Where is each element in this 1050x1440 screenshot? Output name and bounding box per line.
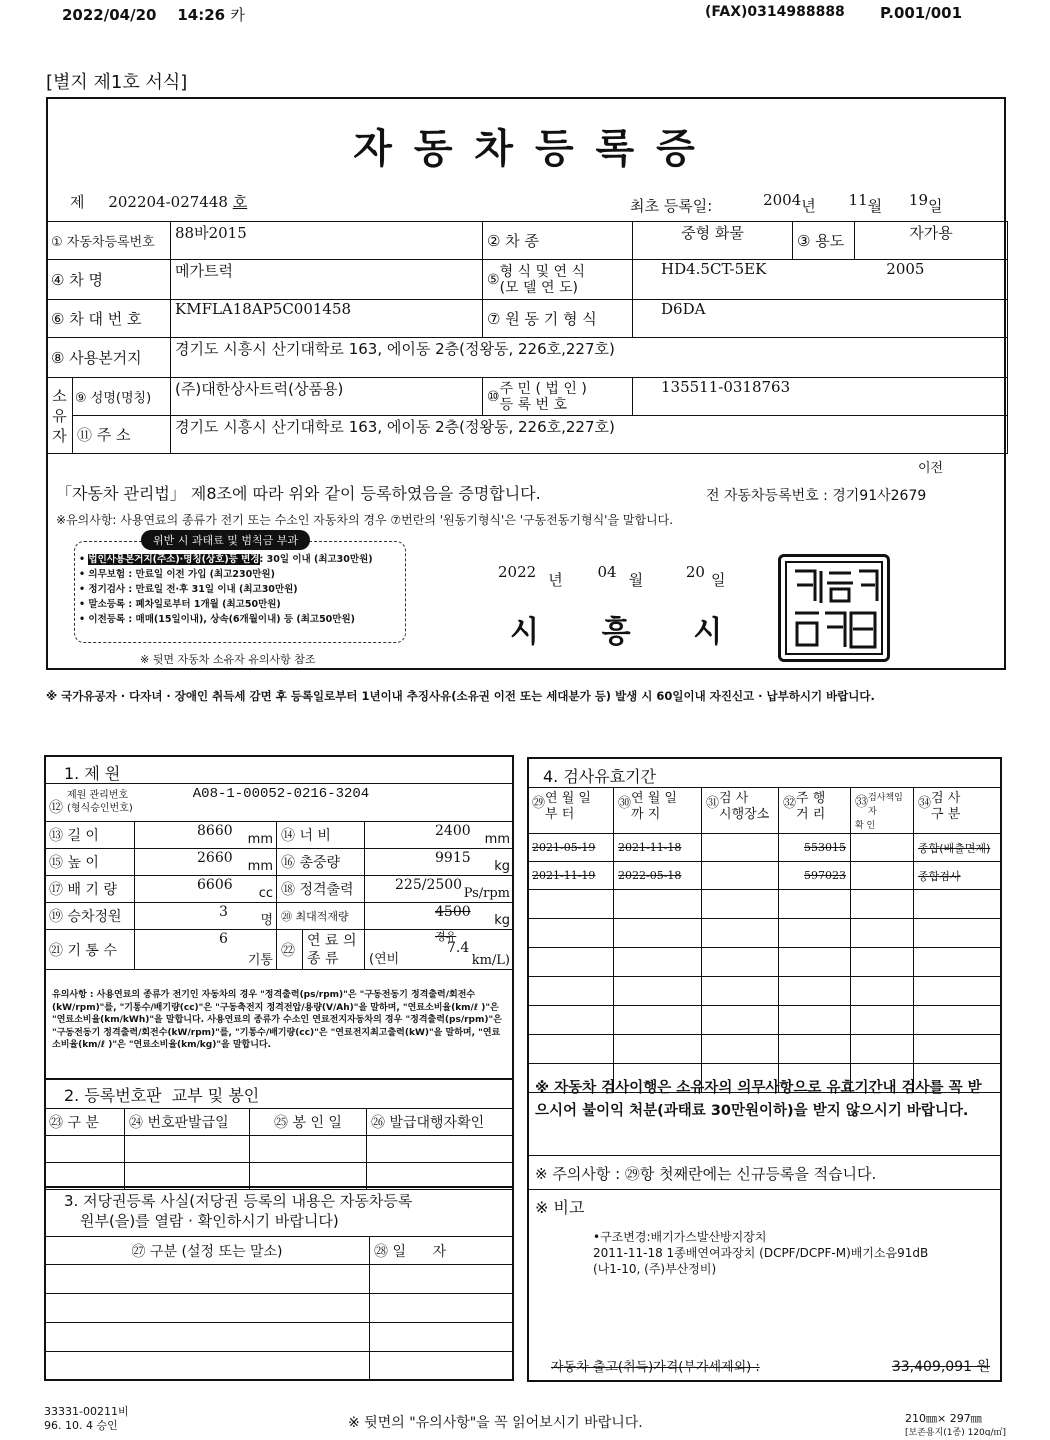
spec-value: 9915 kg	[365, 849, 514, 876]
inspection-box	[527, 757, 1002, 1382]
table-row	[45, 1136, 514, 1163]
inspection-mileage: 597023	[779, 862, 851, 890]
inspection-to: 2021-11-18	[614, 834, 702, 862]
certificate-box	[46, 97, 1006, 670]
spec-label: ⑰ 배 기 량	[45, 876, 135, 903]
registration-table	[46, 221, 1008, 454]
page-title: 자 동 차 등 록 증	[353, 126, 699, 172]
inspection-header: ㉛ 검 사 시행장소	[702, 788, 779, 834]
inspection-kind: 종합(배출면제)	[914, 834, 1002, 862]
reg-no-value: 88바2015	[171, 222, 483, 260]
inspection-kind: 종합검사	[914, 862, 1002, 890]
fuel-caution: ※유의사항: 사용연료의 종류가 전기 또는 수소인 자동차의 경우 ⑦번란의 '원동기형식'은 '구동전동기형식'을 말합니다.	[56, 513, 674, 527]
paper-size: 210㎜× 297㎜ [보존용지(1종) 120g/㎡]	[905, 1412, 1007, 1436]
spec-label: ⑲ 승차정원	[45, 903, 135, 930]
inspection-to: 2022-05-18	[614, 862, 702, 890]
id-value: 135511-0318763	[633, 378, 1008, 416]
use-label: ③ 용도	[793, 222, 855, 260]
transfer-mark: 이전	[918, 461, 944, 476]
previous-registration-number: 전 자동차등록번호 : 경기91사2679	[706, 488, 927, 504]
owner-name-label: ⑨ 성명(명칭)	[73, 378, 171, 416]
cylinder-value: 6 기통	[135, 930, 277, 970]
type-label: ② 차 종	[483, 222, 633, 260]
table-row	[45, 1294, 514, 1323]
reg-no-label: ① 자동차등록번호	[47, 222, 171, 260]
issue-date: 2022 년 04 월 20 일	[498, 563, 726, 589]
first-registration: 최초 등록일: 2004년 11월 19일	[630, 191, 943, 215]
specs-title: 1. 제 원	[64, 764, 121, 783]
plate-header: ㉓ 구 분	[45, 1109, 125, 1136]
use-value: 자가용	[855, 222, 1008, 260]
plate-header: ㉔ 번호판발급일	[125, 1109, 250, 1136]
remarks-list	[593, 1229, 928, 1277]
spec-row	[45, 903, 514, 930]
owner-address-label: ⑪ 주 소	[73, 416, 171, 454]
inspection-row	[528, 977, 1002, 1006]
remark-line: (나1-10, (주)부산정비)	[593, 1262, 717, 1276]
inspection-header: ㉚ 연 월 일 까 지	[614, 788, 702, 834]
model-label: ⑤ 형 식 및 연 식 (모 델 연 도)	[483, 260, 633, 300]
fuel-label: 연 료 의 종 류	[303, 930, 365, 970]
mgmt-value: A08-1-00052-0216-3204	[192, 785, 370, 802]
divider	[527, 1189, 1002, 1190]
penalty-item: • 법인사용본거지(주소)·명칭(상호)등 변경: 30일 이내 (최고30만원)	[79, 554, 373, 565]
inspection-row	[528, 862, 1002, 890]
lien-table	[44, 1236, 514, 1381]
fax-page: P.001/001	[880, 4, 963, 22]
spec-label: ⑮ 높 이	[45, 849, 135, 876]
inspection-inspector	[851, 834, 914, 862]
issuer-name: 시 흥 시	[510, 615, 723, 650]
seal-icon	[781, 557, 887, 659]
spec-value: 2400 mm	[365, 822, 514, 849]
mgmt-label: 제원 관리번호 (형식승인번호)	[67, 789, 133, 814]
spec-label: ⑯ 총중량	[277, 849, 365, 876]
spec-value: 8660 mm	[135, 822, 277, 849]
base-value: 경기도 시흥시 산기대학로 163, 에이동 2층(정왕동, 226호,227호)	[171, 338, 1008, 378]
spec-value: 3 명	[135, 903, 277, 930]
plate-table	[44, 1108, 514, 1190]
form-label: [별지 제1호 서식]	[46, 72, 188, 93]
penalty-item: • 말소등록 : 폐차일로부터 1개월 (최고50만원)	[79, 599, 281, 610]
owner-group-label: 소유자	[47, 378, 73, 454]
inspection-row	[528, 890, 1002, 919]
spec-label: ⑭ 너 비	[277, 822, 365, 849]
lien-header: ㉗ 구분 (설정 또는 말소)	[45, 1237, 370, 1265]
penalty-list	[79, 552, 373, 627]
inspection-from: 2021-05-19	[528, 834, 614, 862]
owner-name-value: (주)대한상사트럭(상품용)	[171, 378, 483, 416]
spec-label: ⑳ 최대적재량	[277, 903, 365, 930]
fuel-value: 경유 (연비 7.4 km/L)	[365, 930, 514, 970]
inspection-row	[528, 919, 1002, 948]
lien-header: ㉘ 일 자	[370, 1237, 514, 1265]
penalty-item: • 이전등록 : 매매(15일이내), 상속(6개월이내) 등 (최고50만원)	[79, 614, 355, 625]
vin-label: ⑥ 차 대 번 호	[47, 300, 171, 338]
inspection-row	[528, 948, 1002, 977]
fuel-number: ㉒	[277, 930, 303, 970]
spec-row	[45, 876, 514, 903]
penalty-item: • 의무보험 : 만료일 이전 가입 (최고230만원)	[79, 569, 275, 580]
id-label: ⑩ 주 민 ( 법 인 ) 등 록 번 호	[483, 378, 633, 416]
plate-header: ㉕ 봉 인 일	[250, 1109, 367, 1136]
penalty-title: 위반 시 과태료 및 범칙금 부과	[141, 530, 310, 550]
penalty-box	[74, 534, 406, 643]
engine-value: D6DA	[633, 300, 1008, 338]
inspection-caution: ※ 주의사항 : ㉙항 첫째란에는 신규등록을 적습니다.	[535, 1165, 877, 1183]
inspection-place	[702, 862, 779, 890]
remarks-title: ※ 비고	[535, 1198, 585, 1217]
specs-box	[44, 755, 514, 1080]
form-code: 33331-00211비 96. 10. 4 승인	[44, 1405, 129, 1432]
spec-label: ⑬ 길 이	[45, 822, 135, 849]
specs-table	[44, 783, 514, 970]
lien-box	[44, 1186, 514, 1381]
cert-number: 제 202204-027448 호	[70, 193, 248, 211]
inspection-place	[702, 834, 779, 862]
spec-row	[45, 822, 514, 849]
inspection-row	[528, 834, 1002, 862]
inspection-header: ㉙ 연 월 일 부 터	[528, 788, 614, 834]
table-row	[45, 1323, 514, 1352]
remark-line: 2011-11-18 1종배연여과장치 (DCPF/DCPF-M)배기소음91dB	[593, 1246, 929, 1260]
price-value: 33,409,091 원	[891, 1359, 990, 1375]
fax-date: 2022/04/20 14:26 카	[62, 6, 245, 24]
spec-label: ⑱ 정격출력	[277, 876, 365, 903]
owner-address-value: 경기도 시흥시 산기대학로 163, 에이동 2층(정왕동, 226호,227호)	[171, 416, 1008, 454]
inspection-mileage: 553015	[779, 834, 851, 862]
fax-number: (FAX)0314988888	[705, 4, 845, 20]
inspection-title: 4. 검사유효기간	[543, 767, 657, 786]
table-row	[45, 1265, 514, 1294]
vin-value: KMFLA18AP5C001458	[171, 300, 483, 338]
spec-value: 2660 mm	[135, 849, 277, 876]
inspection-from: 2021-11-19	[528, 862, 614, 890]
cylinder-label: ㉑ 기 통 수	[45, 930, 135, 970]
remark-line: •구조변경:배기가스발산방지장치	[593, 1230, 767, 1244]
price-label: 자동차 출고(취득)가격(부가세제외) :	[551, 1360, 760, 1375]
model-value: HD4.5CT-5EK 2005	[633, 260, 1008, 300]
plate-header: ㉖ 발급대행자확인	[367, 1109, 514, 1136]
base-label: ⑧ 사용본거지	[47, 338, 171, 378]
specs-note: 유의사항 : 사용연료의 종류가 전기인 자동차의 경우 "정격출력(ps/rpm)"은 "구동전동기 정격출력/회전수(kW/rpm)"를, "기통수/배기량(cc)"은 "구동축전지 정격전압/용량(V/Ah)"을 말하며, "연료소비율(km/ℓ )"은 "연료소비율(km/kWh)"을 말합니다. 사용연료의 종류가 수소인 연료전지자동차의 경우 "정격출력(ps/rpm)"은 "구동전동기 정격출력/회전수(kW/rpm)"를, "기통수/배기량(cc)"은 "연료전지최고출력(kW)"을 말하며, "연료소비율(km/ℓ )"은 "연료소비율(km/kg)"을 말합니다.	[52, 990, 502, 1050]
penalty-note: ※ 뒷면 자동차 소유자 유의사항 참조	[140, 653, 316, 666]
official-seal	[778, 554, 890, 662]
plate-title: 2. 등록번호판 교부 및 봉인	[64, 1086, 260, 1105]
certify-text: 「자동차 관리법」 제8조에 따라 위와 같이 등록하였음을 증명합니다.	[56, 484, 541, 503]
merit-notice: ※ 국가유공자 · 다자녀 · 장애인 취득세 감면 후 등록일로부터 1년이내 추징사유(소유권 이전 또는 세대분가 등) 발생 시 60일이내 자진신고 · 납부하시기 바랍니다.	[46, 689, 875, 703]
inspection-header: ㉞ 검 사 구 분	[914, 788, 1002, 834]
divider	[527, 1155, 1002, 1156]
spec-value: 6606 cc	[135, 876, 277, 903]
inspection-inspector	[851, 862, 914, 890]
car-name-label: ④ 차 명	[47, 260, 171, 300]
lien-title: 3. 저당권등록 사실(저당권 등록의 내용은 자동차등록 원부(을)를 열람 · 확인하시기 바랍니다)	[64, 1192, 413, 1230]
penalty-item: • 정기검사 : 만료일 전·후 31일 이내 (최고30만원)	[79, 584, 298, 595]
type-value: 중형 화물	[633, 222, 793, 260]
inspection-header: ㉝ 검사책임자 확 인	[851, 788, 914, 834]
inspection-row	[528, 1035, 1002, 1064]
table-row	[45, 1352, 514, 1381]
inspection-header: ㉜ 주 행 거 리	[779, 788, 851, 834]
mgmt-row: ⑫ 제원 관리번호 (형식승인번호) A08-1-00052-0216-3204	[45, 784, 514, 822]
spec-row	[45, 849, 514, 876]
engine-label: ⑦ 원 동 기 형 식	[483, 300, 633, 338]
inspection-notice: ※ 자동차 검사이행은 소유자의 의무사항으로 유효기간내 검사를 꼭 받으시어 불이익 처분(과태료 30만원이하)을 받지 않으시기 바랍니다.	[535, 1080, 982, 1119]
spec-value: 225/2500 Ps/rpm	[365, 876, 514, 903]
plate-box	[44, 1078, 514, 1188]
car-name-value: 메가트럭	[171, 260, 483, 300]
footer-notice: ※ 뒷면의 "유의사항"을 꼭 읽어보시기 바랍니다.	[348, 1415, 643, 1431]
inspection-row	[528, 1006, 1002, 1035]
spec-value: 4500 kg	[365, 903, 514, 930]
inspection-table	[527, 787, 1002, 1093]
